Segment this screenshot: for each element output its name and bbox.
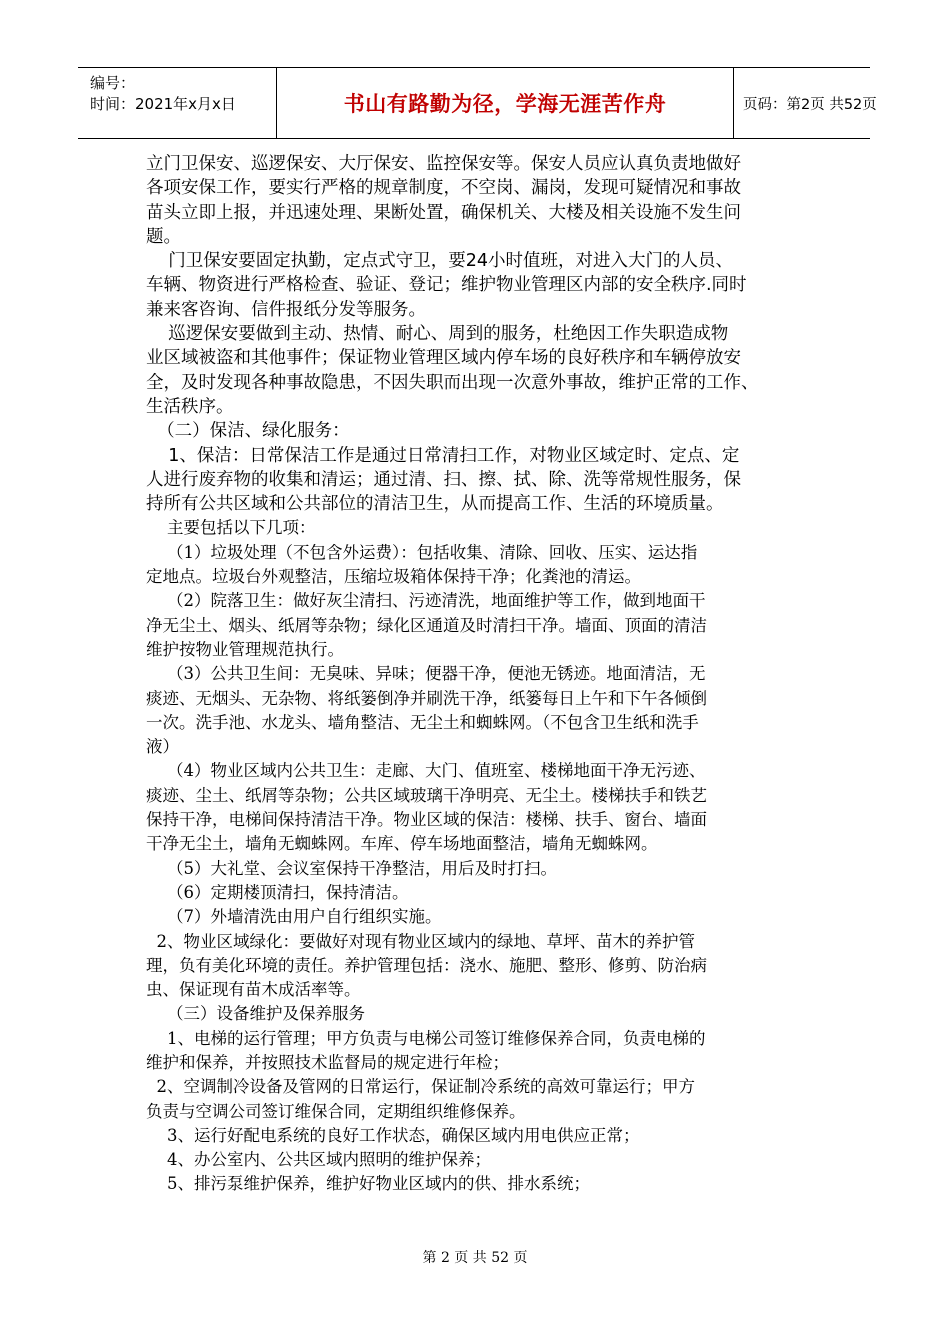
body-line: 痰迹、尘土、纸屑等杂物；公共区域玻璃干净明亮、无尘土。楼梯扶手和铁艺: [146, 785, 707, 805]
body-line: （1）垃圾处理（不包含外运费）：包括收集、清除、回收、压实、运达指: [146, 542, 698, 562]
body-line: 1、保洁：日常保洁工作是通过日常清扫工作，对物业区域定时、定点、定: [146, 445, 740, 466]
body-line: 4、办公室内、公共区域内照明的维护保养；: [146, 1150, 491, 1170]
body-line: （3）公共卫生间：无臭味、异味；便器干净，便池无锈迹。地面清洁，无: [146, 664, 706, 684]
header-page-cell: [733, 68, 877, 138]
body-line: 负责与空调公司签订维保合同，定期组织维修保养。: [146, 1101, 526, 1121]
header-page-info: 页码：第2页 共52页: [743, 96, 877, 113]
body-line: 生活秩序。: [146, 396, 234, 417]
body-line: （2）院落卫生：做好灰尘清扫、污迹清洗，地面维护等工作，做到地面干: [146, 591, 706, 611]
body-line: 门卫保安要固定执勤，定点式守卫，要24小时值班，对进入大门的人员、: [146, 251, 734, 272]
body-line: 痰迹、无烟头、无杂物、将纸篓倒净并刷洗干净，纸篓每日上午和下午各倾倒: [146, 688, 707, 708]
body-line: 业区域被盗和其他事件；保证物业管理区域内停车场的良好秩序和车辆停放安: [146, 348, 741, 369]
body-line: 立门卫保安、巡逻保安、大厅保安、监控保安等。保安人员应认真负责地做好: [146, 154, 741, 174]
body-line: 全，及时发现各种事故隐患，不因失职而出现一次意外事故，维护正常的工作、: [146, 372, 759, 393]
body-line: 题。: [146, 226, 181, 247]
body-line: （4）物业区域内公共卫生：走廊、大门、值班室、楼梯地面干净无污迹、: [146, 761, 706, 781]
body-line: 保持干净，电梯间保持清洁干净。物业区域的保洁：楼梯、扶手、窗台、墙面: [146, 810, 707, 830]
body-line: 维护按物业管理规范执行。: [146, 639, 344, 659]
body-line: 2、空调制冷设备及管网的日常运行，保证制冷系统的高效可靠运行；甲方: [146, 1077, 695, 1097]
header-meta: [78, 68, 276, 138]
body-line: 持所有公共区域和公共部位的清洁卫生，从而提高工作、生活的环境质量。: [146, 494, 724, 515]
body-line: 各项安保工作，要实行严格的规章制度，不空岗、漏岗，发现可疑情况和事故: [146, 178, 741, 199]
body-line: 定地点。垃圾台外观整洁，压缩垃圾箱体保持干净；化粪池的清运。: [146, 567, 641, 587]
body-line: 一次。洗手池、水龙头、墙角整洁、无尘土和蜘蛛网。（不包含卫生纸和洗手: [146, 712, 699, 732]
body-line: （7）外墙清洗由用户自行组织实施。: [146, 907, 442, 927]
body-line: 3、运行好配电系统的良好工作状态，确保区域内用电供应正常；: [146, 1125, 640, 1145]
body-line: 理，负有美化环境的责任。养护管理包括：浇水、施肥、整形、修剪、防治病: [146, 955, 707, 975]
document-body: [146, 152, 806, 1197]
header-motto-cell: [276, 68, 734, 138]
body-line: 1、电梯的运行管理；甲方负责与电梯公司签订维修保养合同，负责电梯的: [146, 1028, 706, 1048]
body-line: 车辆、物资进行严格检查、验证、登记；维护物业管理区内部的安全秩序.同时: [146, 275, 747, 296]
document-time: 时间：2021年x月x日: [90, 95, 236, 113]
body-line: 兼来客咨询、信件报纸分发等服务。: [146, 299, 426, 320]
section-heading: （三）设备维护及保养服务: [146, 1004, 365, 1024]
page-footer: 第 2 页 共 52 页: [422, 1250, 528, 1266]
body-line: 巡逻保安要做到主动、热情、耐心、周到的服务，杜绝因工作失职造成物: [146, 324, 729, 345]
body-line: （5）大礼堂、会议室保持干净整洁，用后及时打扫。: [146, 858, 557, 878]
header-motto: 书山有路勤为径，学海无涯苦作舟: [343, 91, 667, 116]
body-line: 人进行废弃物的收集和清运；通过清、扫、擦、拭、除、洗等常规性服务，保: [146, 469, 741, 490]
body-line: 5、排污泵维护保养，维护好物业区域内的供、排水系统；: [146, 1174, 590, 1194]
document-number: 编号：: [90, 74, 136, 92]
body-line: 净无尘土、烟头、纸屑等杂物；绿化区通道及时清扫干净。墙面、顶面的清洁: [146, 615, 707, 635]
body-line: （6）定期楼顶清扫，保持清洁。: [146, 882, 409, 902]
body-line: 主要包括以下几项：: [146, 518, 316, 538]
body-line: 苗头立即上报，并迅速处理、果断处置，确保机关、大楼及相关设施不发生问: [146, 202, 741, 223]
body-line: 维护和保养，并按照技术监督局的规定进行年检；: [146, 1052, 509, 1072]
body-line: 液）: [146, 737, 179, 757]
body-line: 2、物业区域绿化：要做好对现有物业区域内的绿地、草坪、苗木的养护管: [146, 931, 695, 951]
section-heading: （二）保洁、绿化服务：: [146, 421, 350, 442]
body-line: 干净无尘土，墙角无蜘蛛网。车库、停车场地面整洁，墙角无蜘蛛网。: [146, 834, 658, 854]
body-line: 虫、保证现有苗木成活率等。: [146, 980, 361, 1000]
page-header: [78, 67, 877, 139]
